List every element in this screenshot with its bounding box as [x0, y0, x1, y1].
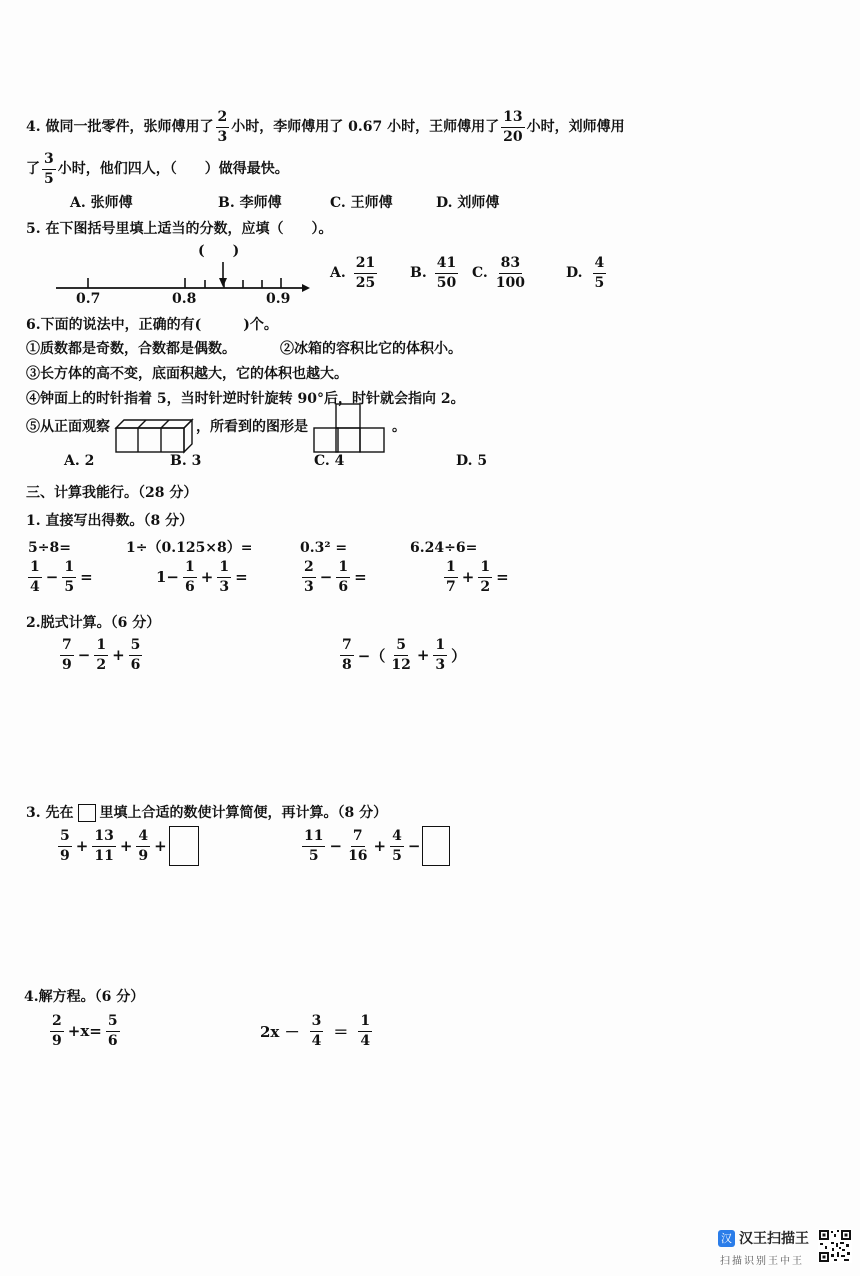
q4-line2: 了 $\frac{3}{5}$ 小时，他们四人，（ ）做得最快。 [26, 151, 289, 187]
tick-label: 0.9 [266, 291, 291, 307]
qr-code-icon [818, 1229, 852, 1263]
expr: 1− $\frac{1}{6}$ + $\frac{1}{3}$ = [156, 559, 248, 595]
part1-title: 1. 直接写出得数。（8 分） [26, 513, 194, 529]
fraction: $\frac{3}{5}$ [44, 151, 54, 187]
q6-statement: ，所看到的图形是 [196, 419, 308, 435]
q4-option-d: D. 刘师傅 [436, 195, 500, 211]
expr: $\frac{7}{8}$ −（ $\frac{5}{12}$ + $\frac{1}{3}$ ） [342, 637, 467, 673]
q6-statement: ⑤从正面观察 [26, 419, 110, 435]
expr: 0.3² = [300, 540, 348, 556]
part2-title: 2.脱式计算。（6 分） [26, 615, 161, 631]
scanner-logo-icon: 汉 [718, 1230, 735, 1247]
tick-label: 0.8 [172, 291, 197, 307]
fraction: $\frac{13}{20}$ [503, 109, 523, 145]
q6-statement: ②冰箱的容积比它的体积小。 [280, 341, 462, 357]
fraction: $\frac{2}{3}$ [217, 109, 228, 145]
answer-box[interactable] [422, 826, 450, 866]
q6-option-b: B. 3 [170, 453, 202, 469]
part4-title: 4.解方程。（6 分） [24, 989, 145, 1005]
scanner-title: 汉王扫描王 [739, 1231, 809, 1247]
q5-option-b: B. $\frac{41}{50}$ [410, 255, 457, 291]
q4-option-b: B. 李师傅 [218, 195, 282, 211]
q5-option-a: A. $\frac{21}{25}$ [330, 255, 376, 291]
equation: $\frac{2}{9}$ +x= $\frac{5}{6}$ [52, 1013, 118, 1049]
q6-option-d: D. 5 [456, 453, 488, 469]
q5-option-c: C. $\frac{83}{100}$ [472, 255, 526, 291]
q4-option-c: C. 王师傅 [330, 195, 393, 211]
scanner-subtitle: 扫描识别王中王 [720, 1256, 804, 1267]
expr: 1÷（0.125×8）= [126, 540, 253, 556]
front-view-figure [312, 402, 386, 454]
q4-line1: 4. 做同一批零件，张师傅用了 $\frac{2}{3}$ 小时，李师傅用了 0.67 小时，王师傅用了 $\frac{13}{20}$ 小时，刘师傅用 [26, 109, 625, 145]
expr: $\frac{1}{4}$ − $\frac{1}{5}$ = [30, 559, 93, 595]
q5-parens: ( ) [198, 243, 240, 259]
section-title: 三、计算我能行。（28 分） [26, 485, 198, 501]
answer-box[interactable] [169, 826, 199, 866]
q5-option-d: D. $\frac{4}{5}$ [566, 255, 605, 291]
q5-label: 5. 在下图括号里填上适当的分数，应填（ ）。 [26, 221, 333, 237]
q6-statement: ③长方体的高不变，底面积越大，它的体积也越大。 [26, 366, 348, 382]
expr: $\frac{1}{7}$ + $\frac{1}{2}$ = [446, 559, 509, 595]
expr: $\frac{5}{9}$ + $\frac{13}{11}$ + $\frac{4}{9}$ + [56, 826, 199, 866]
expr: $\frac{7}{9}$ − $\frac{1}{2}$ + $\frac{5}{6}$ [62, 637, 141, 673]
expr: 6.24÷6= [410, 540, 478, 556]
q6-option-c: C. 4 [314, 453, 345, 469]
cube-solid-figure [114, 414, 194, 454]
expr: $\frac{2}{3}$ − $\frac{1}{6}$ = [304, 559, 367, 595]
q6-statement: ④钟面上的时针指着 5，当时针逆时针旋转 90°后，时针就会指向 2。 [26, 391, 465, 407]
blank-box [78, 804, 96, 822]
q4-option-a: A. 张师傅 [70, 195, 133, 211]
q6-option-a: A. 2 [64, 453, 95, 469]
q6-statement: ①质数都是奇数，合数都是偶数。 [26, 341, 236, 357]
tick-label: 0.7 [76, 291, 101, 307]
expr: 5÷8= [28, 540, 71, 556]
scanner-watermark [718, 1228, 809, 1248]
q6-label: 6.下面的说法中，正确的有( )个。 [26, 317, 278, 333]
equation: 2x － $\frac{3}{4}$ ＝ $\frac{1}{4}$ [260, 1013, 371, 1049]
q6-period: 。 [392, 419, 406, 435]
part3-title: 3. 先在 里填上合适的数使计算简便，再计算。（8 分） [26, 805, 388, 821]
arrow-marker-icon [219, 278, 227, 287]
expr: $\frac{11}{5}$ − $\frac{7}{16}$ + $\frac{4}{5}$ − [300, 826, 450, 866]
